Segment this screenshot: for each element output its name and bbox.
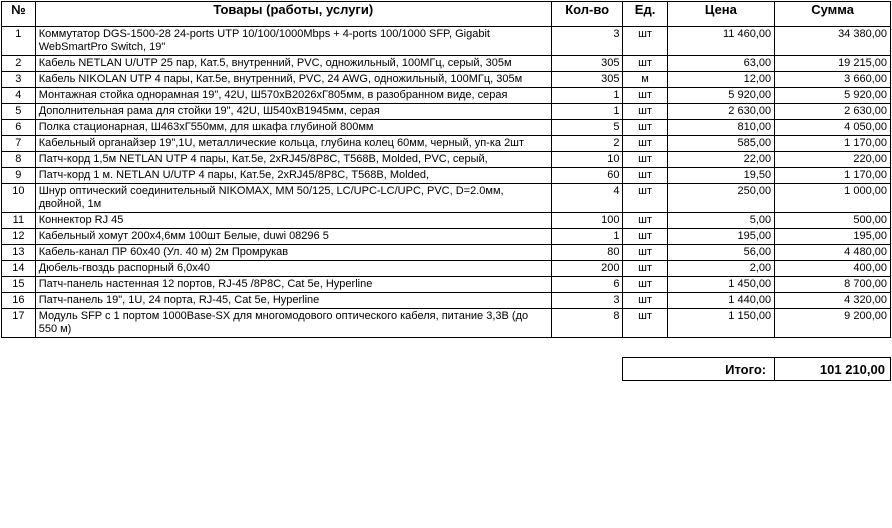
cell-quantity: 305 <box>551 56 623 72</box>
table-row <box>2 152 891 168</box>
table-header-row <box>2 2 891 27</box>
cell-quantity: 1 <box>551 88 623 104</box>
table-body <box>2 27 891 338</box>
table-row <box>2 245 891 261</box>
cell-sum: 19 215,00 <box>775 56 891 72</box>
cell-sum: 34 380,00 <box>775 27 891 56</box>
cell-number: 4 <box>2 88 36 104</box>
cell-quantity: 60 <box>551 168 623 184</box>
cell-name: Кабельный хомут 200х4,6мм 100шт Белые, duwi 08296 5 <box>35 229 551 245</box>
table-row <box>2 229 891 245</box>
table-row <box>2 27 891 56</box>
cell-sum: 4 320,00 <box>775 293 891 309</box>
cell-name: Кабель NETLAN U/UTP 25 пар, Кат.5, внутренний, PVC, одножильный, 100МГц, серый, 305м <box>35 56 551 72</box>
column-header-number: № <box>2 2 36 27</box>
column-header-name: Товары (работы, услуги) <box>35 2 551 27</box>
table-row <box>2 56 891 72</box>
cell-name: Коннектор RJ 45 <box>35 213 551 229</box>
cell-name: Шнур оптический соединительный NIKOMAX, MM 50/125, LC/UPC-LC/UPC, PVC, D=2.0мм, двойной, 1м <box>35 184 551 213</box>
cell-name: Полка стационарная, Ш463хГ550мм, для шкафа глубиной 800мм <box>35 120 551 136</box>
cell-sum: 2 630,00 <box>775 104 891 120</box>
cell-price: 19,50 <box>667 168 774 184</box>
cell-sum: 1 000,00 <box>775 184 891 213</box>
cell-name: Патч-панель 19", 1U, 24 порта, RJ-45, Cat 5e, Hyperline <box>35 293 551 309</box>
cell-quantity: 3 <box>551 293 623 309</box>
cell-price: 1 150,00 <box>667 309 774 338</box>
total-blank-cell <box>2 358 623 381</box>
cell-quantity: 80 <box>551 245 623 261</box>
cell-name: Модуль SFP с 1 портом 1000Base-SX для многомодового оптического кабеля, питание 3,3В (до 550 м) <box>35 309 551 338</box>
cell-quantity: 305 <box>551 72 623 88</box>
cell-price: 63,00 <box>667 56 774 72</box>
cell-sum: 5 920,00 <box>775 88 891 104</box>
cell-price: 5 920,00 <box>667 88 774 104</box>
column-header-unit: Ед. <box>623 2 667 27</box>
cell-name: Патч-корд 1 м. NETLAN U/UTP 4 пары, Кат.5е, 2хRJ45/8Р8С, Т568В, Molded, <box>35 168 551 184</box>
column-header-sum: Сумма <box>775 2 891 27</box>
table-row <box>2 277 891 293</box>
footer-spacer-cell <box>2 338 891 358</box>
cell-sum: 4 480,00 <box>775 245 891 261</box>
cell-name: Кабель-канал ПР 60х40 (Ул. 40 м) 2м Промрукав <box>35 245 551 261</box>
cell-unit: шт <box>623 261 667 277</box>
cell-quantity: 100 <box>551 213 623 229</box>
cell-price: 12,00 <box>667 72 774 88</box>
cell-name: Кабельный органайзер 19",1U, металлические кольца, глубина колец 60мм, черный, уп-ка 2шт <box>35 136 551 152</box>
cell-price: 585,00 <box>667 136 774 152</box>
footer-spacer-row <box>2 338 891 358</box>
cell-unit: шт <box>623 245 667 261</box>
cell-quantity: 1 <box>551 229 623 245</box>
cell-number: 17 <box>2 309 36 338</box>
total-label: Итого: <box>623 358 775 381</box>
table-row <box>2 309 891 338</box>
cell-quantity: 10 <box>551 152 623 168</box>
cell-unit: шт <box>623 104 667 120</box>
cell-quantity: 8 <box>551 309 623 338</box>
cell-unit: шт <box>623 120 667 136</box>
cell-unit: шт <box>623 27 667 56</box>
cell-number: 10 <box>2 184 36 213</box>
cell-name: Коммутатор DGS-1500-28 24-ports UTP 10/100/1000Mbps + 4-ports 100/1000 SFP, Gigabit WebSmartPro Switch, 19" <box>35 27 551 56</box>
cell-quantity: 4 <box>551 184 623 213</box>
cell-number: 11 <box>2 213 36 229</box>
cell-number: 7 <box>2 136 36 152</box>
cell-quantity: 3 <box>551 27 623 56</box>
cell-sum: 9 200,00 <box>775 309 891 338</box>
cell-name: Монтажная стойка однорамная 19", 42U, Ш570хВ2026хГ805мм, в разобранном виде, серая <box>35 88 551 104</box>
cell-unit: шт <box>623 229 667 245</box>
cell-price: 5,00 <box>667 213 774 229</box>
cell-unit: шт <box>623 88 667 104</box>
cell-price: 22,00 <box>667 152 774 168</box>
invoice-table <box>1 1 891 381</box>
table-row <box>2 72 891 88</box>
cell-unit: шт <box>623 309 667 338</box>
cell-number: 9 <box>2 168 36 184</box>
invoice-sheet <box>0 1 892 528</box>
table-row <box>2 88 891 104</box>
cell-quantity: 2 <box>551 136 623 152</box>
cell-price: 810,00 <box>667 120 774 136</box>
column-header-price: Цена <box>667 2 774 27</box>
table-row <box>2 261 891 277</box>
cell-price: 1 440,00 <box>667 293 774 309</box>
cell-price: 195,00 <box>667 229 774 245</box>
cell-price: 2,00 <box>667 261 774 277</box>
column-header-quantity: Кол-во <box>551 2 623 27</box>
cell-unit: шт <box>623 136 667 152</box>
table-row <box>2 136 891 152</box>
cell-price: 250,00 <box>667 184 774 213</box>
cell-price: 11 460,00 <box>667 27 774 56</box>
cell-unit: шт <box>623 56 667 72</box>
cell-number: 3 <box>2 72 36 88</box>
table-row <box>2 168 891 184</box>
cell-unit: шт <box>623 184 667 213</box>
cell-number: 12 <box>2 229 36 245</box>
cell-number: 8 <box>2 152 36 168</box>
cell-number: 2 <box>2 56 36 72</box>
cell-unit: шт <box>623 293 667 309</box>
table-footer <box>2 338 891 381</box>
cell-sum: 1 170,00 <box>775 136 891 152</box>
cell-sum: 1 170,00 <box>775 168 891 184</box>
cell-name: Дюбель-гвоздь распорный 6,0х40 <box>35 261 551 277</box>
cell-number: 1 <box>2 27 36 56</box>
cell-quantity: 1 <box>551 104 623 120</box>
cell-price: 56,00 <box>667 245 774 261</box>
cell-sum: 3 660,00 <box>775 72 891 88</box>
cell-quantity: 5 <box>551 120 623 136</box>
cell-number: 16 <box>2 293 36 309</box>
cell-number: 5 <box>2 104 36 120</box>
table-row <box>2 213 891 229</box>
cell-name: Патч-корд 1,5м NETLAN UTP 4 пары, Кат.5е, 2хRJ45/8Р8С, Т568В, Molded, PVC, серый, <box>35 152 551 168</box>
cell-name: Патч-панель настенная 12 портов, RJ-45 /8Р8С, Cat 5e, Hyperline <box>35 277 551 293</box>
cell-unit: шт <box>623 277 667 293</box>
cell-unit: шт <box>623 168 667 184</box>
cell-name: Кабель NIKOLAN UTP 4 пары, Кат.5е, внутренний, PVC, 24 AWG, одножильный, 100МГц, 305м <box>35 72 551 88</box>
cell-number: 15 <box>2 277 36 293</box>
cell-unit: м <box>623 72 667 88</box>
cell-name: Дополнительная рама для стойки 19", 42U, Ш540хВ1945мм, серая <box>35 104 551 120</box>
cell-number: 14 <box>2 261 36 277</box>
cell-sum: 4 050,00 <box>775 120 891 136</box>
cell-quantity: 200 <box>551 261 623 277</box>
total-value: 101 210,00 <box>775 358 891 381</box>
table-row <box>2 120 891 136</box>
cell-unit: шт <box>623 213 667 229</box>
table-header <box>2 2 891 27</box>
cell-sum: 500,00 <box>775 213 891 229</box>
table-row <box>2 184 891 213</box>
cell-sum: 220,00 <box>775 152 891 168</box>
total-row <box>2 358 891 381</box>
table-row <box>2 293 891 309</box>
cell-price: 2 630,00 <box>667 104 774 120</box>
table-row <box>2 104 891 120</box>
cell-number: 6 <box>2 120 36 136</box>
cell-sum: 400,00 <box>775 261 891 277</box>
cell-sum: 195,00 <box>775 229 891 245</box>
cell-unit: шт <box>623 152 667 168</box>
cell-quantity: 6 <box>551 277 623 293</box>
cell-price: 1 450,00 <box>667 277 774 293</box>
cell-sum: 8 700,00 <box>775 277 891 293</box>
cell-number: 13 <box>2 245 36 261</box>
